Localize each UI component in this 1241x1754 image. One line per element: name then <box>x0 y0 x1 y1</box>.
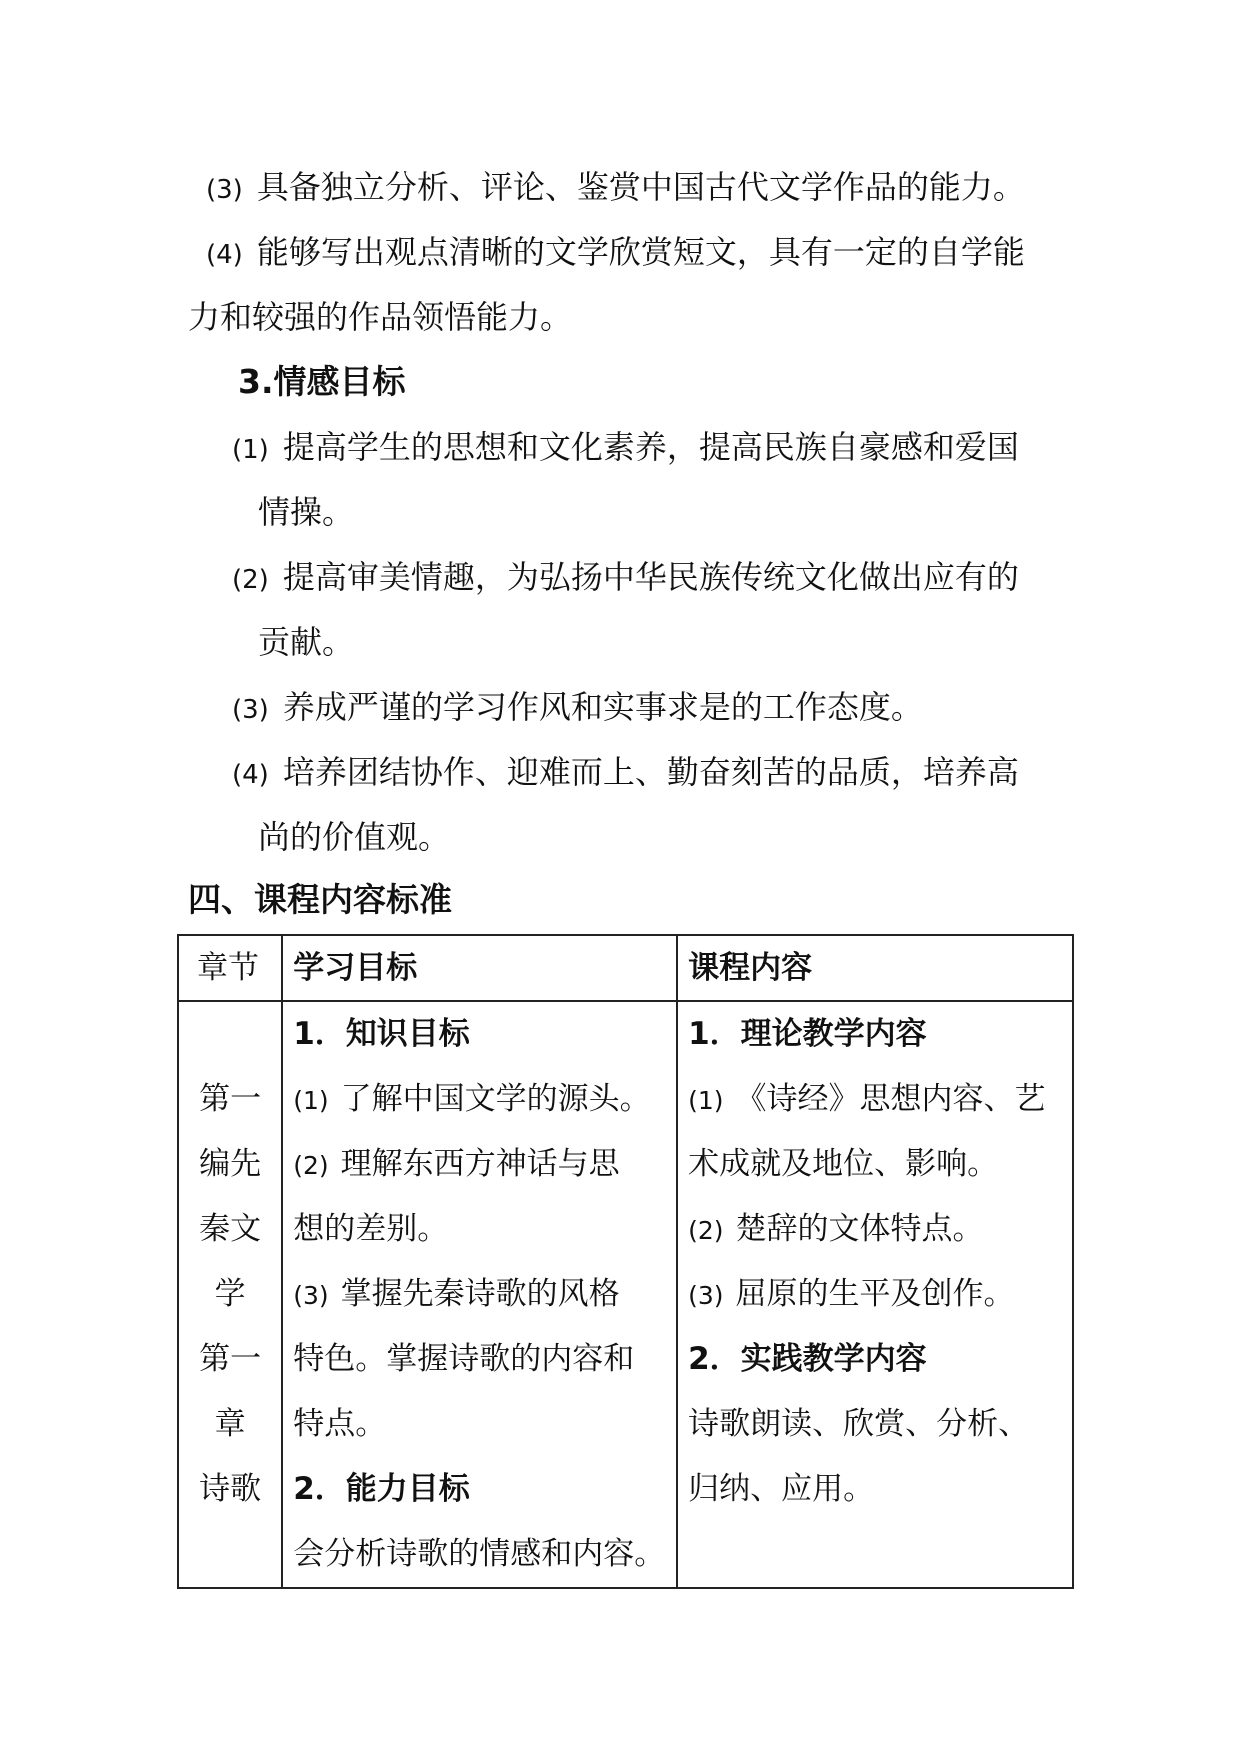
item-number: (4) <box>206 240 243 270</box>
table-header-row <box>178 935 1073 1001</box>
header-course-content: 课程内容 <box>677 935 1073 1001</box>
item-text: 提高审美情趣，为弘扬中华民族传统文化做出应有的 <box>282 558 1019 596</box>
goal-line: 特色。掌握诗歌的内容和 <box>293 1341 635 1377</box>
emotion-item-2 <box>232 557 1019 600</box>
course-content-cell <box>677 1001 1073 1588</box>
header-learning-goals: 学习目标 <box>282 935 677 1001</box>
content-line <box>678 1197 1072 1262</box>
section-heading: 四、课程内容标准 <box>188 880 452 919</box>
ability-goal-heading: 2．能力目标 <box>293 1471 470 1507</box>
item-number: (2) <box>293 1151 329 1180</box>
chapter-line: 第一 <box>199 1341 262 1377</box>
item-text: 养成严谨的学习作风和实事求是的工作态度。 <box>282 688 923 726</box>
chapter-line: 学 <box>214 1276 246 1312</box>
chapter-line: 章 <box>214 1406 246 1442</box>
content-line <box>678 1067 1072 1132</box>
content-line: 术成就及地位、影响。 <box>688 1146 999 1182</box>
item-number: (3) <box>688 1281 724 1310</box>
item-text: 具备独立分析、评论、鉴赏中国古代文学作品的能力。 <box>256 168 1025 206</box>
emotion-goals-heading: 3.情感目标 <box>238 362 406 401</box>
course-content-table <box>177 934 1074 1589</box>
practice-content-heading: 2．实践教学内容 <box>688 1341 927 1377</box>
intro-item-4-continued: 力和较强的作品领悟能力。 <box>188 298 573 336</box>
intro-item-4 <box>206 232 1025 275</box>
item-number: (2) <box>688 1216 724 1245</box>
chapter-line: 诗歌 <box>199 1471 262 1507</box>
item-number: (1) <box>293 1086 329 1115</box>
goal-line: 特点。 <box>293 1406 387 1442</box>
intro-item-3 <box>206 167 1025 210</box>
goal-line <box>283 1262 676 1327</box>
content-line <box>678 1262 1072 1327</box>
knowledge-goal-heading: 1．知识目标 <box>293 1016 470 1052</box>
item-number: (3) <box>232 695 269 725</box>
chapter-line: 第一 <box>199 1081 262 1117</box>
emotion-item-2-continued: 贡献。 <box>258 623 355 661</box>
chapter-line: 编先 <box>199 1146 262 1182</box>
emotion-item-4-continued: 尚的价值观。 <box>258 818 451 856</box>
item-number: (2) <box>232 565 269 595</box>
item-text: 楚辞的文体特点。 <box>735 1211 984 1247</box>
content-line: 归纳、应用。 <box>688 1471 875 1507</box>
learning-goals-cell <box>282 1001 677 1588</box>
content-line: 诗歌朗读、欣赏、分析、 <box>688 1406 1030 1442</box>
item-number: (3) <box>206 175 243 205</box>
goal-line: 想的差别。 <box>293 1211 449 1247</box>
item-text: 能够写出观点清晰的文学欣赏短文，具有一定的自学能 <box>256 233 1025 271</box>
item-text: 提高学生的思想和文化素养，提高民族自豪感和爱国 <box>282 428 1019 466</box>
emotion-item-1-continued: 情操。 <box>258 493 355 531</box>
chapter-line: 秦文 <box>199 1211 262 1247</box>
item-number: (1) <box>232 435 269 465</box>
item-text: 理解东西方神话与思 <box>340 1146 620 1182</box>
item-text: 掌握先秦诗歌的风格 <box>340 1276 620 1312</box>
chapter-line <box>179 1002 281 1067</box>
emotion-item-3 <box>232 687 923 730</box>
item-text: 了解中国文学的源头。 <box>340 1081 651 1117</box>
goal-line: 会分析诗歌的情感和内容。 <box>293 1536 666 1572</box>
item-text: 屈原的生平及创作。 <box>735 1276 1015 1312</box>
emotion-item-1 <box>232 427 1019 470</box>
theory-content-heading: 1．理论教学内容 <box>688 1016 927 1052</box>
item-number: (4) <box>232 760 269 790</box>
item-number: (3) <box>293 1281 329 1310</box>
item-number: (1) <box>688 1086 724 1115</box>
goal-line <box>283 1132 676 1197</box>
emotion-item-4 <box>232 752 1019 795</box>
table-row <box>178 1001 1073 1588</box>
goal-line <box>283 1067 676 1132</box>
item-text: 《诗经》思想内容、艺 <box>735 1081 1046 1117</box>
item-text: 培养团结协作、迎难而上、勤奋刻苦的品质，培养高 <box>282 753 1019 791</box>
chapter-cell <box>178 1001 282 1588</box>
header-chapter: 章节 <box>178 935 282 1001</box>
